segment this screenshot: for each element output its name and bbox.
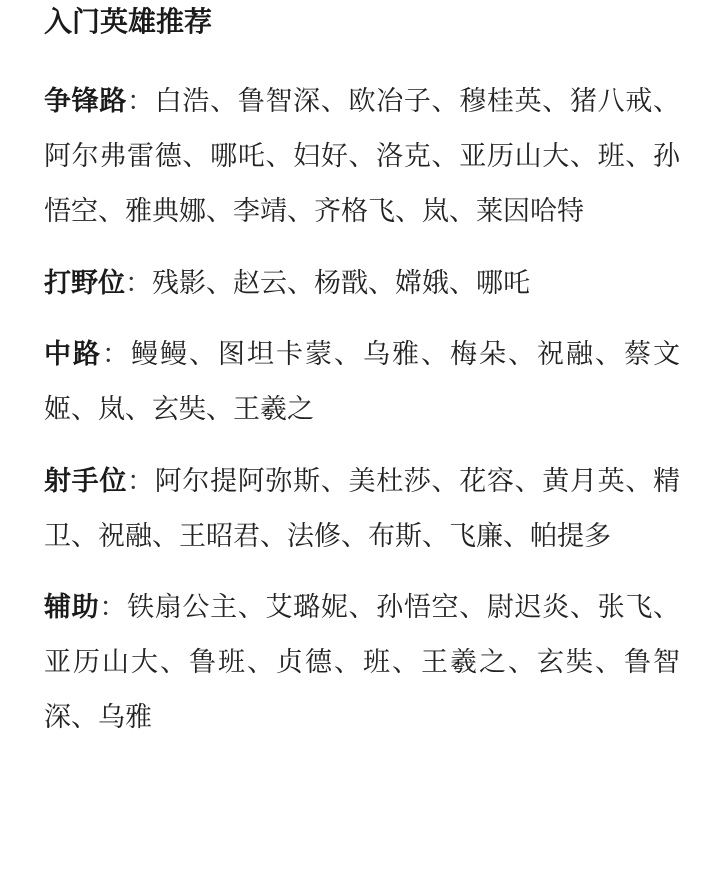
page-title: 入门英雄推荐 bbox=[44, 5, 213, 38]
hero-list: 残影、赵云、杨戬、嫦娥、哪吒 bbox=[152, 268, 530, 299]
section-jungle bbox=[44, 256, 680, 311]
section-support bbox=[44, 580, 680, 745]
hero-list: 鳗鳗、图坦卡蒙、乌雅、梅朵、祝融、蔡文姬、岚、玄奘、王羲之 bbox=[44, 339, 680, 425]
section-separator: ： bbox=[127, 86, 155, 117]
section-top-lane bbox=[44, 74, 680, 239]
section-separator: ： bbox=[125, 268, 152, 299]
section-label: 争锋路 bbox=[44, 86, 128, 117]
section-label: 射手位 bbox=[44, 466, 128, 497]
section-marksman bbox=[44, 454, 680, 564]
hero-list: 白浩、鲁智深、欧冶子、穆桂英、猪八戒、阿尔弗雷德、哪吒、妇好、洛克、亚历山大、班、孙悟空、雅典娜、李靖、齐格飞、岚、莱因哈特 bbox=[44, 86, 681, 227]
section-separator: ： bbox=[102, 339, 131, 370]
section-label: 中路 bbox=[44, 339, 102, 370]
section-mid-lane bbox=[44, 327, 680, 437]
section-label: 打野位 bbox=[44, 268, 125, 299]
section-separator: ： bbox=[127, 466, 155, 497]
hero-list: 铁扇公主、艾璐妮、孙悟空、尉迟炎、张飞、亚历山大、鲁班、贞德、班、王羲之、玄奘、鲁智深、乌雅 bbox=[44, 592, 681, 733]
section-label: 辅助 bbox=[44, 592, 100, 623]
section-separator: ： bbox=[99, 592, 128, 623]
hero-list: 阿尔提阿弥斯、美杜莎、花容、黄月英、精卫、祝融、王昭君、法修、布斯、飞廉、帕提多 bbox=[44, 466, 681, 552]
